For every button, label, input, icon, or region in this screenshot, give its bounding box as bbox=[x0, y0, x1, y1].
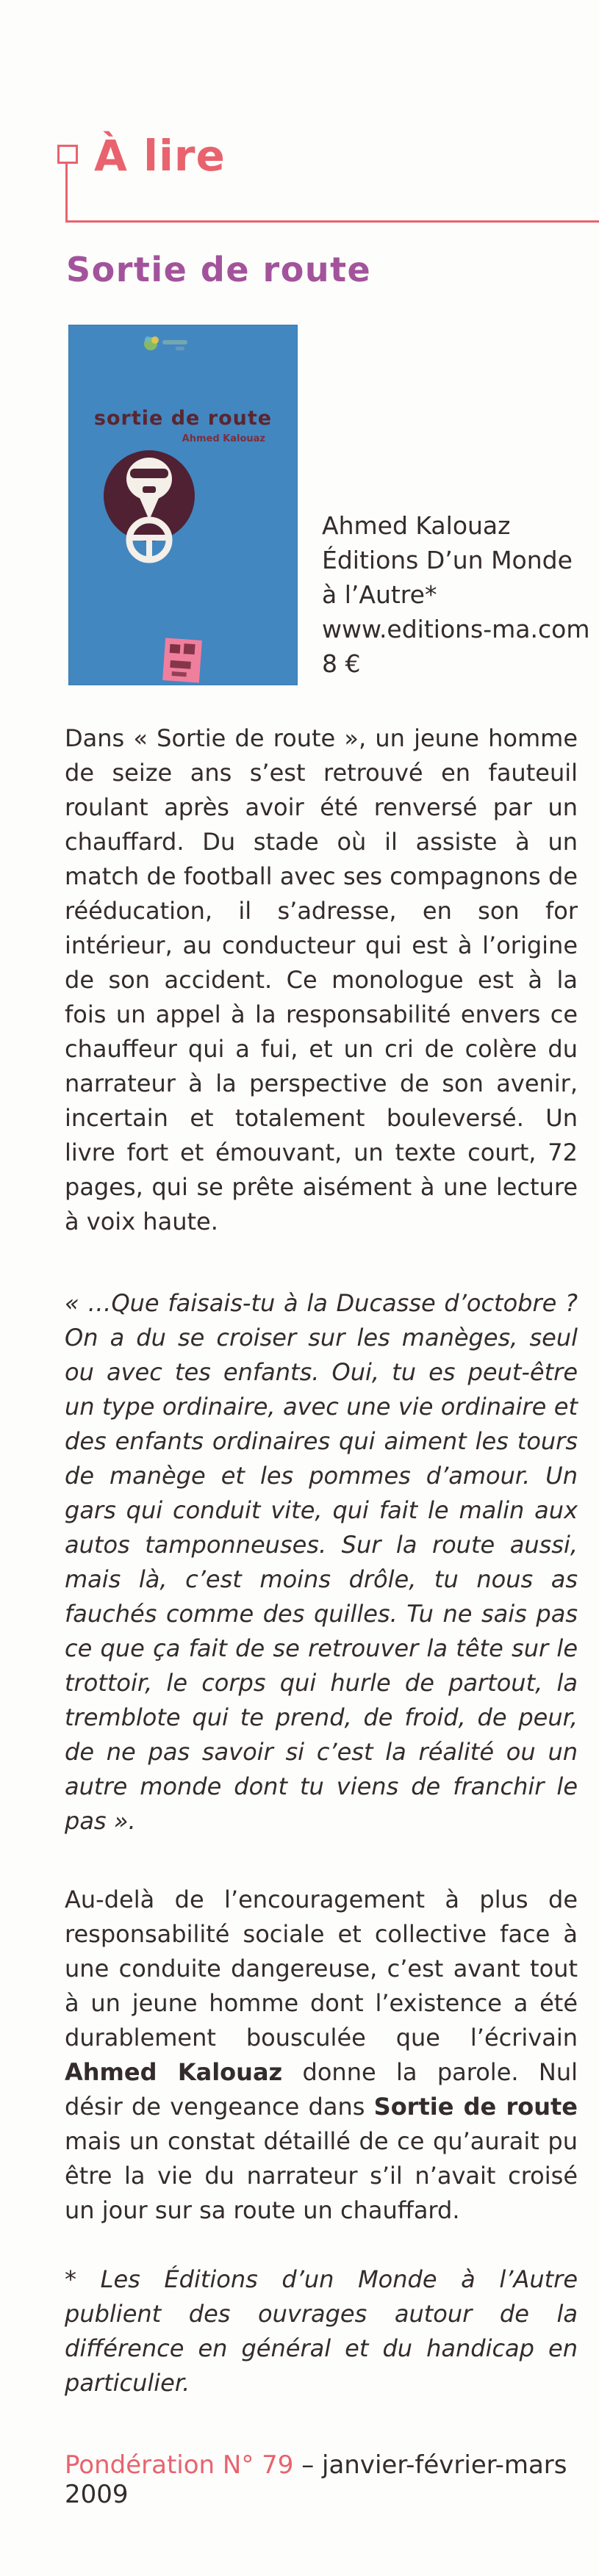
review-paragraph: Dans « Sortie de route », un jeune homme de seize ans s’est retrouvé en fauteuil roulant après avoir été renversé par un chauffard. Du stade où il assiste à un match de football avec ses compagnons de rééducation, il s’adresse, en son for intérieur, au conducteur qui est à l’origine de son accident. Ce monologue est à la fois un appel à la responsabilité envers ce chauffeur qui a fui, et un cri de colère du narrateur à la perspective de son avenir, incertain et totalement bouleversé. Un livre fort et émouvant, un texte court, 72 pages, qui se prête aisément à une lecture à voix haute. bbox=[65, 724, 578, 1235]
book-price: 8 € bbox=[322, 649, 361, 678]
book-info-block bbox=[322, 508, 590, 681]
book-publisher-line2: à l’Autre* bbox=[322, 580, 437, 609]
commentary-segment: Au-delà de l’encouragement à plus de responsabilité sociale et collective face à une conduite dangereuse, c’est avant tout à un jeune homme dont l’existence a été durablement bousculée que l’écrivain bbox=[65, 1886, 578, 2052]
article-title: Sortie de route bbox=[66, 250, 372, 289]
book-cover-image bbox=[68, 325, 298, 685]
section-title: À lire bbox=[94, 131, 226, 181]
cover-logo-icon bbox=[142, 333, 193, 354]
commentary-segment: donne la parole. Nul désir de vengeance dans bbox=[65, 2058, 578, 2121]
cover-book-title: sortie de route bbox=[93, 407, 273, 430]
commentary-segment: mais un constat détaillé de ce qu’aurait pu être la vie du narrateur s’il n’avait croisé un jour sur sa route un chauffard. bbox=[65, 2127, 578, 2224]
publisher-stamp-icon bbox=[162, 638, 202, 682]
author-name-emphasis: Ahmed Kalouaz bbox=[65, 2058, 283, 2086]
footer-date-label: – janvier-février-mars 2009 bbox=[65, 2450, 567, 2509]
commentary-paragraph bbox=[65, 1883, 578, 2228]
book-website-url: www.editions-ma.com bbox=[322, 615, 590, 643]
footer-issue-label: Pondération N° 79 bbox=[65, 2450, 294, 2480]
page-footer bbox=[65, 2450, 599, 2509]
footnote-paragraph: * Les Éditions d’un Monde à l’Autre publient des ouvrages autour de la différence en général et du handicap en particulier. bbox=[65, 2265, 578, 2397]
quote-paragraph: « …Que faisais-tu à la Ducasse d’octobre ? On a du se croiser sur les manèges, seul ou avec tes enfants. Oui, tu es peut-être un type ordinaire, avec une vie ordinaire et des enfants ordinaires qui aiment les tours de manège et les pommes d’amour. Un gars qui conduit vite, qui fait le malin aux autos tamponneuses. Sur la route aussi, mais là, c’est moins drôle, tu nous as fauchés comme des quilles. Tu ne sais pas ce que ça fait de se retrouver la tête sur le trottoir, le corps qui hurle de partout, la tremblote qui te prend, de froid, de peur, de ne pas savoir si c’est la réalité ou un autre monde dont tu viens de franchir le pas ». bbox=[65, 1289, 578, 1835]
driver-figure-icon bbox=[101, 450, 197, 571]
book-publisher-line1: Éditions D’un Monde bbox=[322, 546, 573, 574]
section-marker-icon bbox=[57, 145, 78, 164]
cover-book-author: Ahmed Kalouaz bbox=[182, 433, 265, 444]
book-author: Ahmed Kalouaz bbox=[322, 511, 511, 540]
article-body bbox=[65, 721, 578, 2400]
book-title-emphasis: Sortie de route bbox=[373, 2093, 578, 2121]
